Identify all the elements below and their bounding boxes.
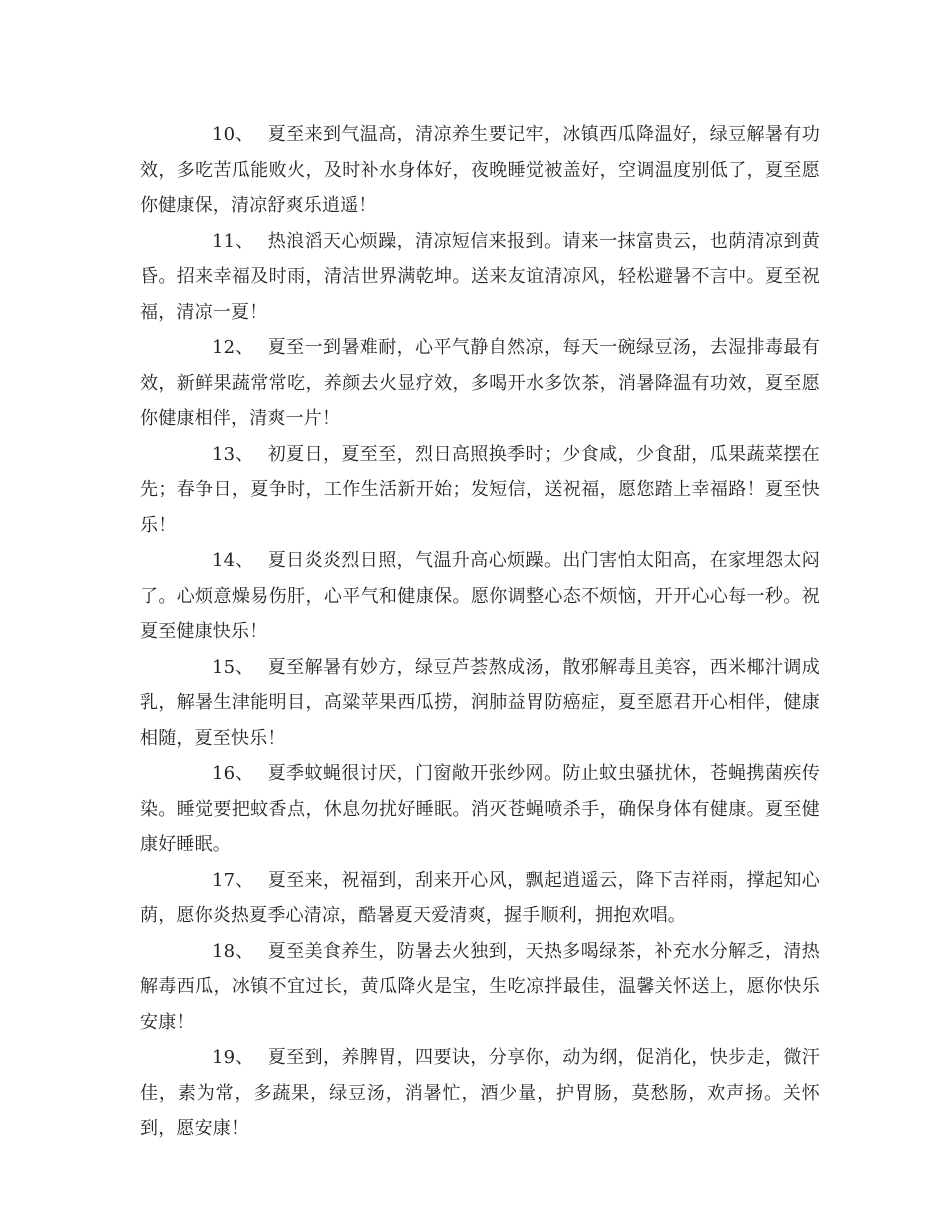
- list-item: [140, 1040, 820, 1147]
- list-item: [140, 330, 820, 437]
- list-item: [140, 863, 820, 934]
- list-item: [140, 224, 820, 331]
- item-number: 18、: [212, 940, 254, 962]
- item-number: 12、: [212, 337, 254, 358]
- item-text: 夏至来，祝福到，刮来开心风，飘起逍遥云，降下吉祥雨，撑起知心荫，愿你炎热夏季心清凉，酷暑夏天爱清爽，握手顺利，拥抱欢唱。: [140, 869, 820, 926]
- list-item: [140, 543, 820, 650]
- item-number: 15、: [212, 656, 254, 678]
- item-text: 夏至到，养脾胃，四要诀，分享你，动为纲，促消化，快步走，微汗佳，素为常，多蔬果，绿豆汤，消暑忙，酒少量，护胃肠，莫愁肠，欢声扬。关怀到，愿安康！: [140, 1047, 820, 1139]
- list-item: [140, 756, 820, 863]
- item-text: 热浪滔天心烦躁，清凉短信来报到。请来一抹富贵云，也荫清凉到黄昏。招来幸福及时雨，清洁世界满乾坤。送来友谊清凉风，轻松避暑不言中。夏至祝福，清凉一夏！: [140, 230, 820, 323]
- item-number: 10、: [212, 124, 254, 145]
- list-item: [140, 650, 820, 757]
- item-text: 夏至来到气温高，清凉养生要记牢，冰镇西瓜降温好，绿豆解暑有功效，多吃苦瓜能败火，及时补水身体好，夜晚睡觉被盖好，空调温度别低了，夏至愿你健康保，清凉舒爽乐逍遥！: [140, 124, 820, 216]
- item-number: 17、: [212, 869, 254, 891]
- item-text: 初夏日，夏至至，烈日高照换季时；少食咸，少食甜，瓜果蔬菜摆在先；春争日，夏争时，工作生活新开始；发短信，送祝福，愿您踏上幸福路！夏至快乐！: [140, 443, 820, 536]
- list-item: [140, 437, 820, 544]
- item-number: 14、: [212, 550, 254, 571]
- list-item: [140, 117, 820, 224]
- item-text: 夏日炎炎烈日照，气温升高心烦躁。出门害怕太阳高，在家埋怨太闷了。心烦意燥易伤肝，心平气和健康保。愿你调整心态不烦恼，开开心心每一秒。祝夏至健康快乐！: [140, 550, 820, 642]
- item-text: 夏至美食养生，防暑去火独到，天热多喝绿茶，补充水分解乏，清热解毒西瓜，冰镇不宜过长，黄瓜降火是宝，生吃凉拌最佳，温馨关怀送上，愿你快乐安康！: [140, 940, 820, 1033]
- item-number: 13、: [212, 443, 254, 465]
- item-text: 夏季蚊蝇很讨厌，门窗敞开张纱网。防止蚊虫骚扰休，苍蝇携菌疾传染。睡觉要把蚊香点，休息勿扰好睡眠。消灭苍蝇喷杀手，确保身体有健康。夏至健康好睡眠。: [140, 763, 820, 855]
- item-number: 19、: [212, 1047, 254, 1068]
- item-text: 夏至解暑有妙方，绿豆芦荟熬成汤，散邪解毒且美容，西米椰汁调成乳，解暑生津能明目，高粱苹果西瓜捞，润肺益胃防癌症，夏至愿君开心相伴，健康相随，夏至快乐！: [140, 656, 820, 749]
- document-body: [140, 117, 820, 1147]
- item-number: 11、: [212, 230, 254, 252]
- item-text: 夏至一到暑难耐，心平气静自然凉，每天一碗绿豆汤，去湿排毒最有效，新鲜果蔬常常吃，养颜去火显疗效，多喝开水多饮茶，消暑降温有功效，夏至愿你健康相伴，清爽一片！: [140, 337, 820, 429]
- item-number: 16、: [212, 763, 254, 784]
- list-item: [140, 934, 820, 1041]
